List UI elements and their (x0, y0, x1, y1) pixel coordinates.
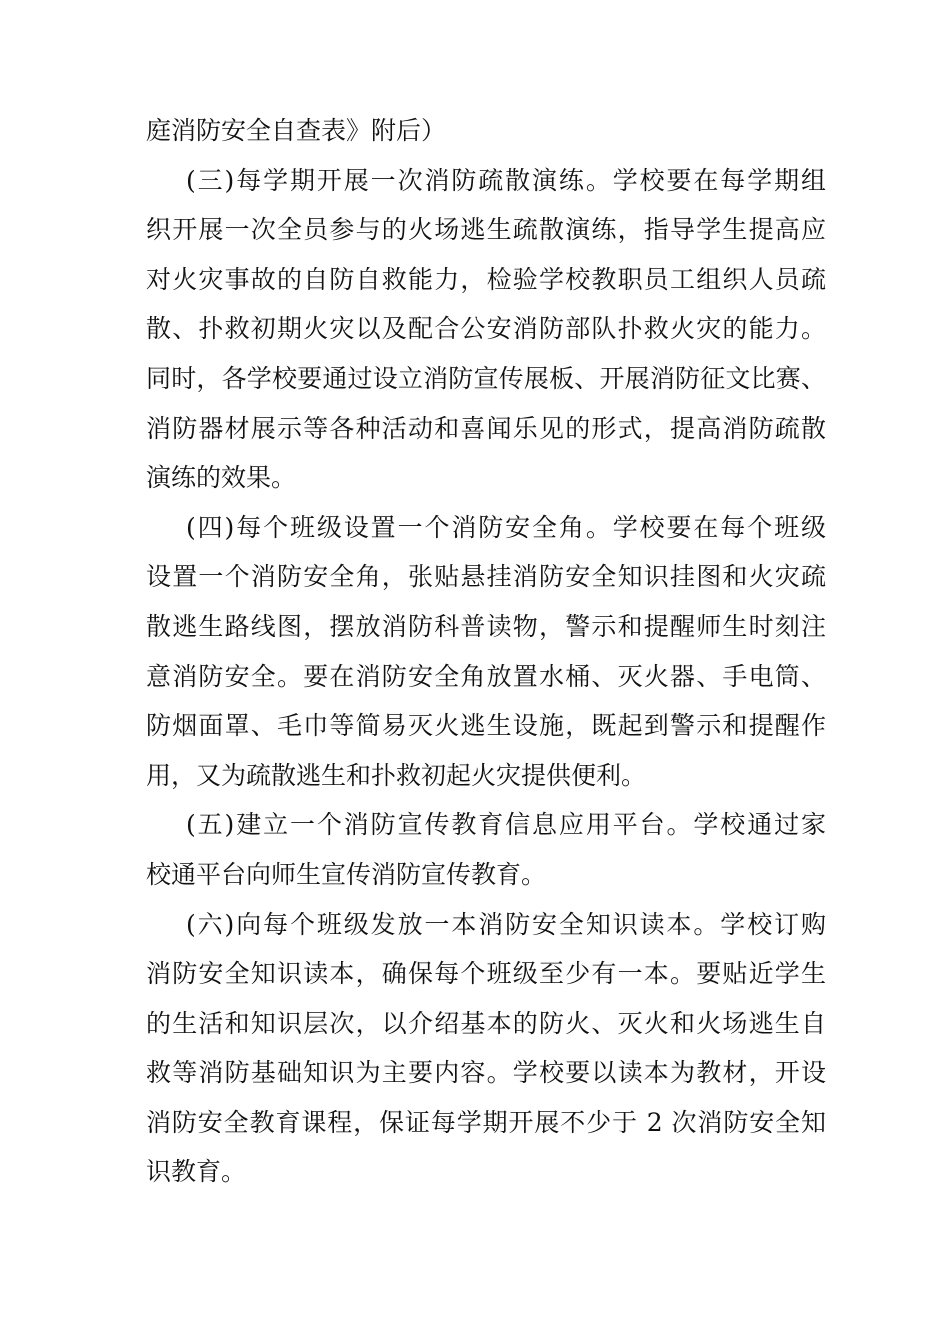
text-line: 消防安全教育课程，保证每学期开展不少于 2 次消防安全知 (146, 1107, 826, 1137)
paragraph-3-heading-line: (三)每学期开展一次消防疏散演练。学校要在每学期组 (186, 165, 826, 195)
text-line: 的生活和知识层次，以介绍基本的防火、灭火和火场逃生自 (146, 1008, 826, 1038)
text-line: 消防器材展示等各种活动和喜闻乐见的形式，提高消防疏散 (146, 413, 826, 443)
text-line: 识教育。 (146, 1157, 247, 1187)
text-line: 演练的效果。 (146, 463, 297, 493)
text-line: 防烟面罩、毛巾等简易灭火逃生设施，既起到警示和提醒作 (146, 711, 826, 741)
text-line: 对火灾事故的自防自救能力，检验学校教职员工组织人员疏 (146, 264, 826, 294)
text-line: 同时，各学校要通过设立消防宣传展板、开展消防征文比赛、 (146, 363, 826, 393)
text-line: 救等消防基础知识为主要内容。学校要以读本为教材，开设 (146, 1058, 826, 1088)
paragraph-5-heading-line: (五)建立一个消防宣传教育信息应用平台。学校通过家 (186, 810, 826, 840)
paragraph-6-heading-line: (六)向每个班级发放一本消防安全知识读本。学校订购 (186, 909, 826, 939)
text-line: 设置一个消防安全角，张贴悬挂消防安全知识挂图和火灾疏 (146, 562, 826, 592)
text-line: 散逃生路线图，摆放消防科普读物，警示和提醒师生时刻注 (146, 611, 826, 641)
text-line: 散、扑救初期火灾以及配合公安消防部队扑救火灾的能力。 (146, 314, 826, 344)
text-line: 织开展一次全员参与的火场逃生疏散演练，指导学生提高应 (146, 215, 826, 245)
text-line: 庭消防安全自查表》附后） (146, 116, 447, 145)
text-line: 意消防安全。要在消防安全角放置水桶、灭火器、手电筒、 (146, 661, 826, 691)
document-body (146, 106, 826, 1197)
paragraph-4-heading-line: (四)每个班级设置一个消防安全角。学校要在每个班级 (186, 512, 826, 542)
text-line: 用，又为疏散逃生和扑救初起火灾提供便利。 (146, 760, 647, 790)
text-line: 消防安全知识读本，确保每个班级至少有一本。要贴近学生 (146, 959, 826, 989)
text-line: 校通平台向师生宣传消防宣传教育。 (146, 859, 547, 889)
